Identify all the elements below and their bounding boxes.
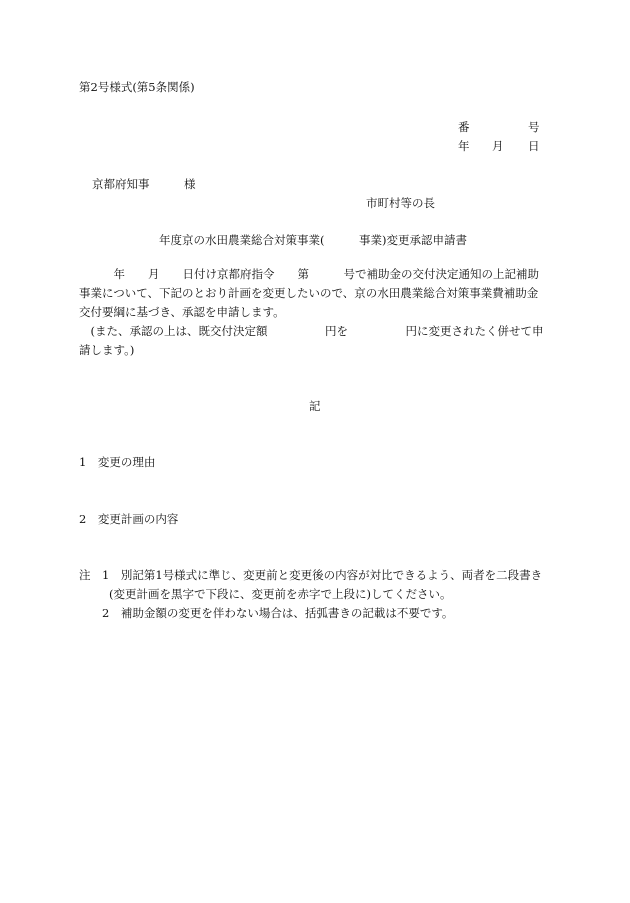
addressee-honorific: 様 <box>184 177 196 191</box>
body-line: 年 月 日付け京都府指令 第 号で補助金の交付決定通知の上記補助 <box>79 267 539 281</box>
body-line: 交付要綱に基づき、承認を申請します。 <box>79 305 285 319</box>
body-line: 事業について、下記のとおり計画を変更したいので、京の水田農業総合対策事業費補助金 <box>79 286 539 300</box>
body-line: 請します。) <box>79 343 135 357</box>
date-month: 月 <box>492 139 504 153</box>
body-line: (また、承認の上は、既交付決定額 円を 円に変更されたく併せて申 <box>79 324 544 338</box>
sender: 市町村等の長 <box>366 196 435 210</box>
addressee-name: 京都府知事 <box>92 177 150 191</box>
reference-go: 号 <box>528 120 540 134</box>
item-change-reason: 1 変更の理由 <box>79 455 156 469</box>
note-1: 注 1 別記第1号様式に準じ、変更前と変更後の内容が対比できるよう、両者を二段書き <box>79 568 543 582</box>
date-year: 年 <box>458 139 470 153</box>
date-day: 日 <box>528 139 540 153</box>
form-number: 第2号様式(第5条関係) <box>79 80 195 94</box>
note-2: 2 補助金額の変更を伴わない場合は、括弧書きの記載は不要です。 <box>102 606 454 620</box>
ki-heading: 記 <box>309 399 321 413</box>
item-change-plan: 2 変更計画の内容 <box>79 512 179 526</box>
reference-ban: 番 <box>458 120 470 134</box>
document-title: 年度京の水田農業総合対策事業( 事業)変更承認申請書 <box>159 233 467 247</box>
note-1-continuation: (変更計画を黒字で下段に、変更前を赤字で上段に)してください。 <box>109 587 452 601</box>
